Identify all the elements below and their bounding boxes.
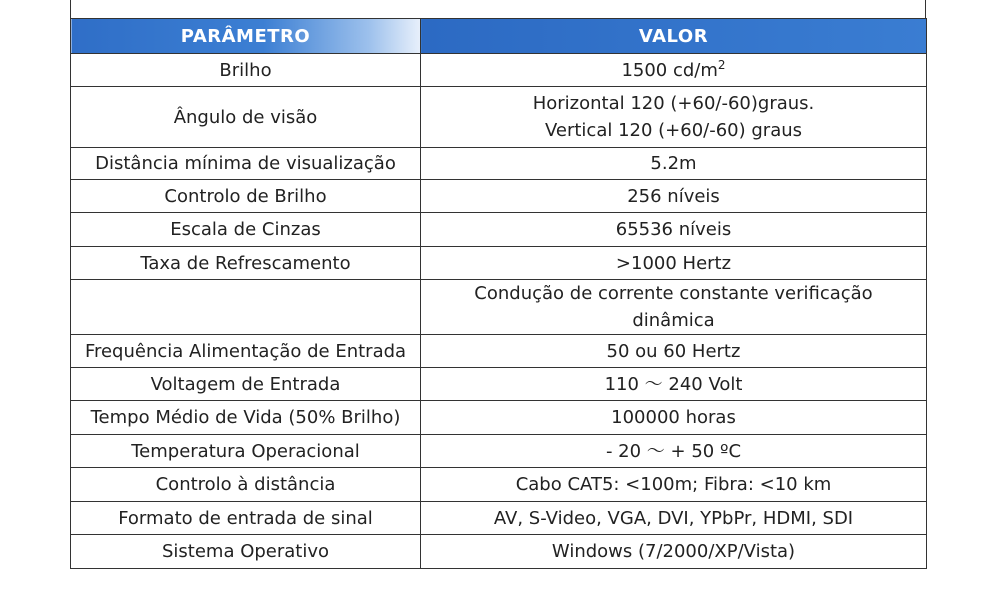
- table-row: [71, 280, 927, 335]
- table-top-frame: [70, 0, 926, 18]
- table-row: [71, 247, 927, 280]
- value-cell: 100000 horas: [421, 401, 927, 435]
- value-line: dinâmica: [632, 310, 715, 331]
- table-row: [71, 87, 927, 148]
- table-row: [71, 213, 927, 247]
- value-cell: - 20 ～ + 50 ºC: [421, 435, 927, 468]
- value-line: Horizontal 120 (+60/-60)graus.: [532, 93, 815, 114]
- param-cell: Sistema Operativo: [71, 535, 421, 569]
- value-line: Condução de corrente constante verificação: [474, 283, 873, 304]
- value-cell: 5.2m: [421, 148, 927, 180]
- specifications-table: [70, 18, 927, 569]
- value-text: 1500 cd/m: [621, 59, 718, 81]
- value-cell: [421, 87, 927, 148]
- value-cell: 110 ～ 240 Volt: [421, 368, 927, 401]
- column-header-value: VALOR: [421, 19, 927, 54]
- param-cell: Controlo de Brilho: [71, 180, 421, 213]
- param-cell: Ângulo de visão: [71, 87, 421, 148]
- column-header-parameter: PARÂMETRO: [71, 19, 421, 54]
- value-cell: >1000 Hertz: [421, 247, 927, 280]
- table-row: [71, 54, 927, 87]
- value-cell: 256 níveis: [421, 180, 927, 213]
- param-cell: Distância mínima de visualização: [71, 148, 421, 180]
- param-cell: Tempo Médio de Vida (50% Brilho): [71, 401, 421, 435]
- table-row: [71, 180, 927, 213]
- param-cell: Controlo à distância: [71, 468, 421, 502]
- value-cell: [421, 54, 927, 87]
- param-cell: Temperatura Operacional: [71, 435, 421, 468]
- value-cell: 65536 níveis: [421, 213, 927, 247]
- param-cell: Escala de Cinzas: [71, 213, 421, 247]
- table-row: [71, 535, 927, 569]
- table-row: [71, 502, 927, 535]
- table-row: [71, 148, 927, 180]
- param-cell: Frequência Alimentação de Entrada: [71, 335, 421, 368]
- param-cell: Taxa de Refrescamento: [71, 247, 421, 280]
- value-superscript: 2: [717, 57, 726, 72]
- value-cell: 50 ou 60 Hertz: [421, 335, 927, 368]
- param-cell: Brilho: [71, 54, 421, 87]
- table-row: [71, 401, 927, 435]
- value-cell: Cabo CAT5: <100m; Fibra: <10 km: [421, 468, 927, 502]
- table-header-row: [71, 19, 927, 54]
- table-row: [71, 368, 927, 401]
- param-cell: [71, 280, 421, 335]
- param-cell: Voltagem de Entrada: [71, 368, 421, 401]
- param-cell: Formato de entrada de sinal: [71, 502, 421, 535]
- value-cell: [421, 280, 927, 335]
- table-row: [71, 468, 927, 502]
- table-row: [71, 435, 927, 468]
- value-cell: Windows (7/2000/XP/Vista): [421, 535, 927, 569]
- value-line: Vertical 120 (+60/-60) graus: [544, 120, 803, 141]
- value-cell: AV, S-Video, VGA, DVI, YPbPr, HDMI, SDI: [421, 502, 927, 535]
- table-row: [71, 335, 927, 368]
